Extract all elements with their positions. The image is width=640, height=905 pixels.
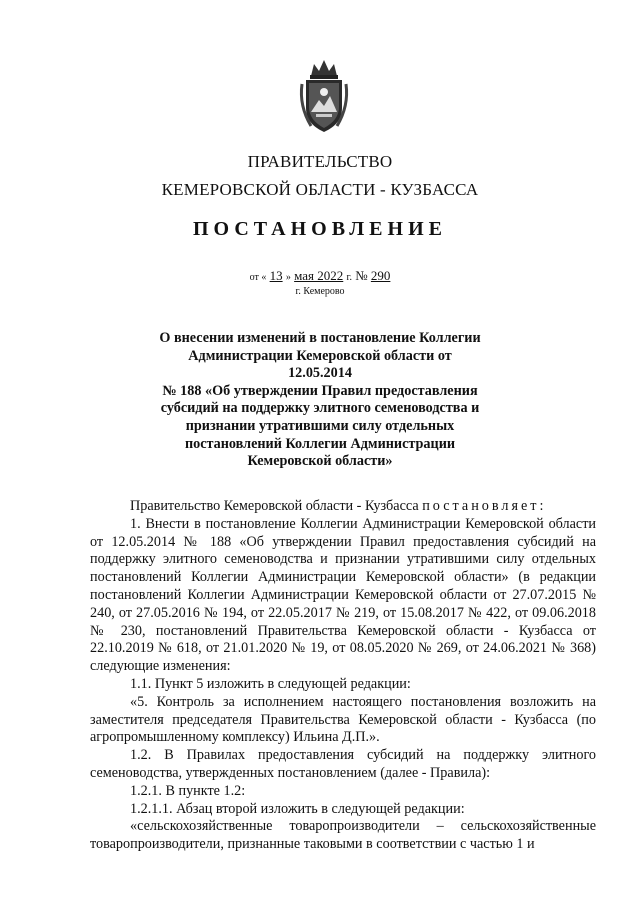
heading-line: № 188 «Об утверждении Правил предоставления — [162, 382, 478, 399]
heading-line: Кемеровской области» — [247, 453, 393, 470]
paragraph-1-2: 1.2. В Правилах предоставления субсидий на поддержку элитного семеноводства, утвержденных постановлением (далее - Правила): — [90, 747, 596, 781]
date-close-quote: » — [285, 272, 291, 283]
heading-line: Администрации Кемеровской области от 12.05.2014 — [188, 347, 452, 382]
number-sign: № — [355, 268, 368, 283]
date-year-suffix: г. — [346, 272, 352, 283]
intro-text: Правительство Кемеровской области - Кузбасса — [130, 498, 423, 514]
document-body — [90, 498, 596, 854]
heading-line: субсидий на поддержку элитного семеноводства и — [160, 400, 480, 417]
document-type: ПОСТАНОВЛЕНИЕ — [193, 218, 447, 240]
org-name-line1: ПРАВИТЕЛЬСТВО — [247, 152, 393, 171]
date-month-year: мая 2022 — [294, 268, 344, 283]
paragraph-quote-definition: «сельскохозяйственные товаропроизводители – сельскохозяйственные товаропроизводители, признанные таковыми в соответствии с частью 1 и — [90, 818, 596, 853]
intro-paragraph — [90, 498, 596, 516]
document-number: 290 — [370, 268, 391, 283]
heading-line: признании утратившими силу отдельных — [185, 417, 455, 434]
date-prefix: от « — [249, 272, 267, 283]
org-name-line2: КЕМЕРОВСКОЙ ОБЛАСТИ - КУЗБАССА — [161, 180, 479, 199]
date-day: 13 — [269, 268, 283, 283]
paragraph-1-1: 1.1. Пункт 5 изложить в следующей редакции: — [130, 675, 411, 692]
intro-verb: постановляет: — [422, 498, 547, 514]
paragraph-1-2-1-1: 1.2.1.1. Абзац второй изложить в следующей редакции: — [130, 800, 465, 817]
document-date-line — [0, 268, 640, 284]
heading-line: постановлений Коллегии Администрации — [184, 435, 456, 452]
kuzbass-coat-of-arms-icon — [297, 56, 351, 136]
paragraph-1: 1. Внести в постановление Коллегии Администрации Кемеровской области от 12.05.2014 № 188 «Об утверждении Правил предоставления субсидий на поддержку элитного семеноводства и признании утратившими силу отдельных постановлений Коллегии Администрации Кемеровской области» (в редакции постановлений Коллегии Администрации Кемеровской области от 27.07.2015 № 240, от 27.05.2016 № 194, от 22.05.2017 № 219, от 15.08.2017 № 422, от 09.06.2018 № 230, постановлений Правительства Кемеровской области - Кузбасса от 22.10.2019 № 618, от 21.01.2020 № 19, от 08.05.2020 № 269, от 24.06.2021 № 368) следующие изменения: — [90, 515, 596, 675]
paragraph-1-2-1: 1.2.1. В пункте 1.2: — [130, 782, 246, 799]
document-place: г. Кемерово — [295, 286, 345, 297]
heading-line: О внесении изменений в постановление Коллегии — [159, 330, 481, 346]
document-heading — [155, 330, 485, 471]
paragraph-quote-5: «5. Контроль за исполнением настоящего постановления возложить на заместителя председателя Правительства Кемеровской области - Кузбасса (по агропромышленному комплексу) Ильина Д.П.». — [90, 693, 596, 746]
